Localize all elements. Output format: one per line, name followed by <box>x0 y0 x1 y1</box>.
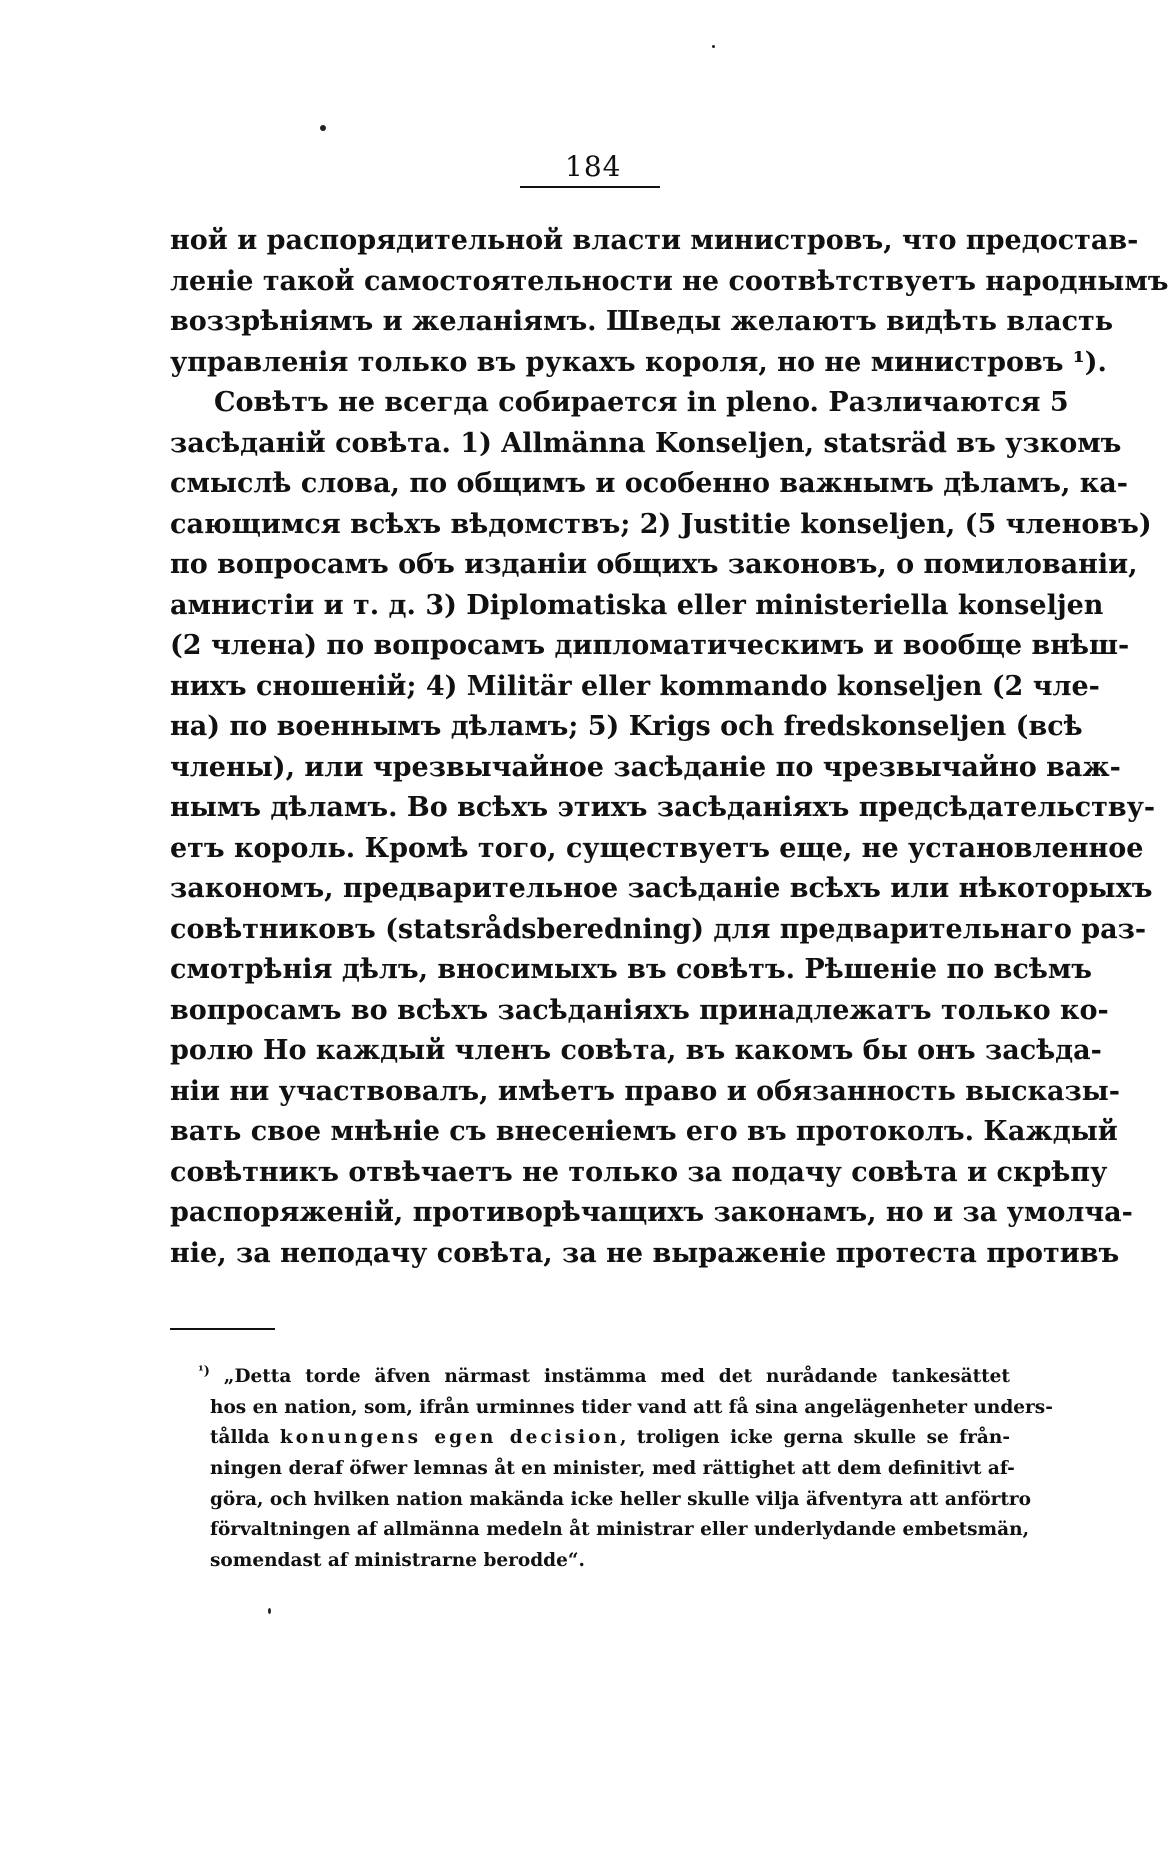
text-line: смыслѣ слова, по общимъ и особенно важнымъ дѣламъ, ка- <box>170 468 1128 499</box>
footnote-line: förvaltningen af allmänna medeln åt ministrar eller underlydande embetsmän, <box>210 1519 1030 1541</box>
text-line: ніе, за неподачу совѣта, за не выраженіе протеста противъ <box>170 1237 1120 1269</box>
text-line: смотрѣнія дѣлъ, вносимыхъ въ совѣтъ. Рѣшеніе по всѣмъ <box>170 954 1093 985</box>
text-line: распоряженій, противорѣчащихъ законамъ, но и за умолча- <box>170 1197 1133 1228</box>
footnote <box>198 1362 1053 1577</box>
text-line: по вопросамъ объ изданіи общихъ законовъ, о помилованіи, <box>170 549 1138 580</box>
text-line: Совѣтъ не всегда собирается in pleno. Различаются 5 <box>214 387 1069 418</box>
footnote-line: somendast af ministrarne beroddе“. <box>210 1550 585 1572</box>
scan-speck <box>268 1608 271 1614</box>
footnote-marker: ¹) <box>198 1363 210 1379</box>
text-line: ролю Но каждый членъ совѣта, въ какомъ бы онъ засѣда- <box>170 1035 1102 1066</box>
footnote-line: hos en nation, som, ifrån urminnes tider vand att få sina angelägenheter unders- <box>210 1396 1053 1418</box>
text-line: засѣданій совѣта. 1) Allmänna Konseljen, statsräd въ узкомъ <box>170 427 1122 459</box>
text-line: сающимся всѣхъ вѣдомствъ; 2) Justitie konseljen, (5 членовъ) <box>170 508 1152 540</box>
text-line: (2 члена) по вопросамъ дипломатическимъ и вообще внѣш- <box>170 630 1130 661</box>
emphasized-text: konungens egen decision <box>279 1427 620 1449</box>
text-line: етъ король. Кромѣ того, существуетъ еще, не установленное <box>170 832 1144 864</box>
scan-speck <box>712 45 715 48</box>
text-line: нихъ сношеній; 4) Militär eller kommando konseljen (2 чле- <box>170 670 1100 702</box>
header-rule <box>520 186 660 188</box>
text-line: совѣтникъ отвѣчаетъ не только за подачу совѣта и скрѣпу <box>170 1156 1108 1188</box>
text-line: нымъ дѣламъ. Во всѣхъ этихъ засѣданіяхъ предсѣдательству- <box>170 792 1156 823</box>
text-line: вать свое мнѣніе съ внесеніемъ его въ протоколъ. Каждый <box>170 1116 1118 1147</box>
text-line: амнистіи и т. д. 3) Diplomatiska eller ministeriella konseljen <box>170 589 1104 621</box>
text-line: совѣтниковъ (statsrådsberedning) для предварительнаго раз- <box>170 913 1147 945</box>
footnote-line: tållda konungens egen decision, troligen icke gerna skulle se från- <box>210 1427 1010 1449</box>
text-line: ніи ни участвовалъ, имѣетъ право и обязанность высказы- <box>170 1075 1121 1107</box>
body-text <box>170 221 1169 1274</box>
text-line: ной и распорядительной власти министровъ, что предостав- <box>170 225 1139 256</box>
footnote-line: göra, och hvilken nation makända icke heller skulle vilja äfventyra att anförtro <box>210 1488 1031 1510</box>
footnote-rule <box>170 1328 275 1330</box>
scan-speck <box>320 125 326 131</box>
text-line: управленія только въ рукахъ короля, но не министровъ ¹). <box>170 346 1107 378</box>
footnote-line: $^{^1)}$ „Detta torde äfven närmast instämma med det nurådande tankesättet <box>198 1363 1010 1387</box>
text-line: вопросамъ во всѣхъ засѣданіяхъ принадлежатъ только ко- <box>170 994 1109 1026</box>
footnote-line: ningen deraf öfwer lemnas åt en minister, med rättighet att dem definitivt af- <box>210 1458 1015 1480</box>
page-number: 184 <box>565 150 622 183</box>
text-line: на) по военнымъ дѣламъ; 5) Krigs och fredskonseljen (всѣ <box>170 711 1083 742</box>
text-line: закономъ, предварительное засѣданіе всѣхъ или нѣкоторыхъ <box>170 873 1153 904</box>
text-line: леніе такой самостоятельности не соотвѣтствуетъ народнымъ <box>170 265 1169 297</box>
text-line: воззрѣніямъ и желаніямъ. Шведы желаютъ видѣть власть <box>170 306 1114 337</box>
text-line: члены), или чрезвычайное засѣданіе по чрезвычайно важ- <box>170 751 1121 783</box>
